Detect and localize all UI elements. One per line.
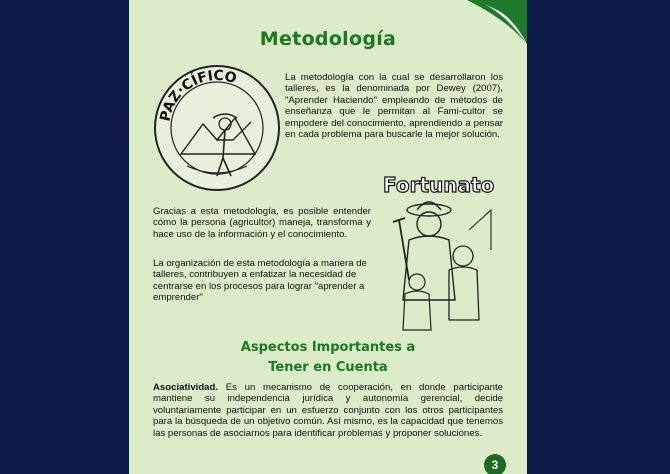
paragraph-associativity: [153, 382, 503, 439]
associativity-term: Asociatividad.: [153, 382, 219, 393]
page-number-badge: 3: [484, 454, 506, 474]
fortunato-illustration-icon: [379, 170, 497, 338]
section-subtitle-line-2: Tener en Cuenta: [268, 360, 388, 375]
page-title: Metodología: [259, 28, 397, 50]
illustration-title: Fortunato: [383, 173, 495, 197]
paragraph-organization: La organización de esta metodología a manera de talleres, contribuyen a enfatizar la necesidad de centrarse en los procesos para lograr "aprender a emprender": [153, 258, 367, 304]
associativity-definition: Es un mecanismo de cooperación, en donde participante mantiene su independencia jurídica y autonomía gerencial, decide voluntariamente participar en un esfuerzo conjunto con los otros participantes para la búsqueda de un objetivo común. Así mismo, es la capacidad que tenemos las personas de asociarnos para identificar problemas y proponer soluciones.: [153, 382, 503, 439]
seal-text: PAZ·CÍFICO: [157, 67, 239, 123]
seal-logo-icon: [147, 58, 287, 198]
paragraph-understanding: Gracias a esta metodología, es posible entender cómo la persona (agricultor) maneja, transforma y hace uso de la información y el conocimiento.: [153, 206, 371, 240]
paragraph-methodology: La metodología con la cual se desarrollaron los talleres, es la denominada por Dewey (2007), "Aprender Haciendo" empleando de métodos de enseñanza que le permitan al Fami-cultor se empodere del conocimiento, aprendiendo a pensar en cada problema para buscarle la mejor solución.: [285, 72, 503, 141]
section-subtitle-line-1: Aspectos Importantes a: [240, 340, 416, 355]
document-page: [129, 0, 527, 474]
